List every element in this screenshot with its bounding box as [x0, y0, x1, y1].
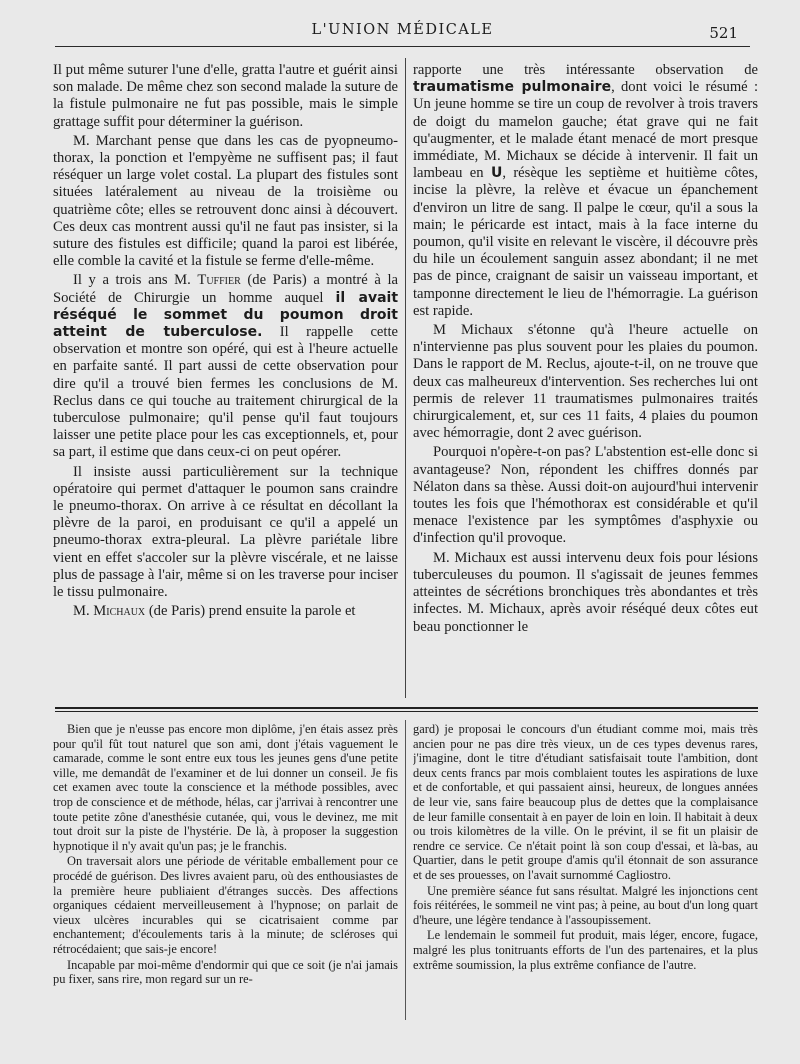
- feuilleton-separator: [55, 711, 758, 712]
- paragraph: [53, 272, 398, 461]
- text-run: (de Paris) a montré à la Société de Chirurgie un homme auquel: [53, 272, 398, 306]
- main-left-column: [53, 62, 398, 702]
- paragraph: Incapable par moi-même d'endormir qui que ce soit (je n'ai jamais pu fixer, sans rire, mon regard sur un re-: [53, 957, 398, 987]
- column-divider: [405, 58, 406, 698]
- feuilleton-right-column: [413, 722, 758, 1027]
- paragraph: [53, 603, 398, 620]
- header-rule: [55, 46, 750, 47]
- text-run: , résèque les septième et huitième côtes, incise la plèvre, la relève et évacue un épanchement d'environ un litre de sang. Il palpe le cœur, qu'il a sous la main; le péricarde est intact, mais à la face interne du poumon, qu'il visite en relevant le viscère, il découvre près du hile un écoulement sanguin assez abondant; il ne met pas de pince, craignant de saisir un vaisseau important, et tamponne directement le lieu de l'hémorragie. La guérison est rapide.: [413, 165, 758, 319]
- paragraph: M. Michaux est aussi intervenu deux fois pour lésions tuberculeuses du poumon. Il s'agissait de jeunes femmes atteintes de sécrétions bronchiques très abondantes et très infectes. M. Michaux, après avoir réséqué deux côtes eut beau ponctionner le: [413, 549, 758, 635]
- paragraph: M. Marchant pense que dans les cas de pyopneumo-thorax, la ponction et l'empyème ne suffisent pas; il faut réséquer un large volet costal. La plupart des fistules sont situées latéralement au niveau de la troisième ou quatrième côte; elles se retrouvent donc ainsi à découvert. Ces deux cas montrent aussi qu'il ne faut pas insister, si la suture des fistules est difficile; quand la paroi est libérée, elle comble la cavité et la fistule se ferme d'elle-même.: [53, 132, 398, 270]
- paragraph: [413, 62, 758, 320]
- column-divider: [405, 720, 406, 1020]
- bold-text: traumatisme pulmonaire: [413, 79, 612, 96]
- paragraph: Bien que je n'eusse pas encore mon diplôme, j'en étais assez près pour qu'il fût tout naturel que son ami, dont j'étais vaguement le camarade, comme le sont entre eux tous les jeunes gens d'une petite ville, me demandât de l'examiner et de lui donner un conseil. Je fis cet examen avec toute la conscience et la méthode possibles, avec trop de conscience et de méthode, hélas, car j'arrivai à rencontrer une toute petite zône d'anesthésie cutanée, qui, vous le devinez, me mit tout droit sur la piste de l'hystérie. De là, à proposer la suggestion hypnotique il n'y avait qu'un pas; je le franchis.: [53, 722, 398, 853]
- text-run: Il rappelle cette observation et montre son opéré, qui est à l'heure actuelle en parfaite santé. Il part aussi de cette observation pour dire qu'il a trouvé bien fermes les conclusions de M. Reclus dans ce qui touche au traitement chirurgical de la tuberculose pulmonaire; qu'il pense qu'il faut toujours laisser une petite place pour les cas exceptionnels, et, pour sa part, il estime que dans ceux-ci on peut opérer.: [53, 324, 398, 461]
- u-shape-symbol: U: [490, 165, 503, 182]
- paragraph: Pourquoi n'opère-t-on pas? L'abstention est-elle donc si avantageuse? Non, répondent les chiffres donnés par Nélaton dans sa thèse. Aussi doit-on aujourd'hui intervenir toutes les fois que l'hémothorax est considérable et qu'il menace l'existence par les symptômes d'asphyxie ou d'infection qu'il provoque.: [413, 444, 758, 547]
- page-header: [55, 22, 750, 42]
- paragraph: Il put même suturer l'une d'elle, gratta l'autre et guérit ainsi son malade. De même chez son second malade la suture de la fistule pulmonaire ne fut pas possible, mais le simple grattage suffit pour déterminer la guérison.: [53, 62, 398, 130]
- paragraph: M Michaux s'étonne qu'à l'heure actuelle on n'intervienne pas plus souvent pour les plaies du poumon. Dans le rapport de M. Reclus, ajoute-t-il, on ne trouve que deux cas malheureux d'intervention. Ses recherches lui ont permis de relever 11 traumatismes pulmonaires traités chirurgicalement, et, sur ces 11 faits, 4 plaies du poumon avec hémorragie, dont 2 avec guérison.: [413, 322, 758, 442]
- person-name: Michaux: [93, 603, 146, 620]
- text-run: , dont voici le résumé : Un jeune homme se tire un coup de revolver à trois travers de doigt du mamelon gauche; état grave qui ne fait qu'augmenter, et le malade étant menacé de mort presque immédiate, M. Michaux se décide à intervenir. Il fait un lambeau en: [413, 79, 758, 182]
- feuilleton-left-column: [53, 722, 398, 1027]
- text-run: Il y a trois ans M.: [73, 272, 191, 289]
- paragraph: On traversait alors une période de véritable emballement pour ce procédé de guérison. Des livres avaient paru, où des enthousiastes de la première heure publiaient d'étranges succès. Des affections organiques cédaient merveilleusement à l'hypnose; on parlait de vieux ulcères incurables qui se cicatrisaient comme par enchantement; d'écoulements taris à la minute; de scléroses qui rétrocédaient; que sais-je encore!: [53, 854, 398, 956]
- text-run: M.: [73, 603, 90, 620]
- paragraph: gard) je proposai le concours d'un étudiant comme moi, mais très ancien pour ne pas dire très vieux, un de ces types devenus rares, j'imagine, dont le titre d'étudiant satisfaisait toute l'ambition, dont deux cents francs par mois comblaient toutes les aspirations de luxe et de confortable, et qui passaient ainsi, heureux, de longues années de leur vie, sans faire beaucoup plus de dettes que la complaisance de leur famille consentait à en payer de loin en loin. Il habitait à deux ou trois kilomètres de la ville. On le prévint, il se fit un plaisir de rendre ce service. Ce n'était point là son coup d'essai, et là-bas, au Quartier, dans le petit groupe d'amis qu'il étonnait de son assurance et de ses prouesses, on l'avait surnommé Cagliostro.: [413, 722, 758, 882]
- person-name: Tuffier: [197, 272, 241, 289]
- page-number: 521: [709, 24, 738, 42]
- bold-text: il avait réséqué le sommet du poumon droit atteint de tuberculose.: [53, 289, 398, 341]
- paragraph: Une première séance fut sans résultat. Malgré les injonctions cent fois réitérées, le sommeil ne vint pas; à peine, au bout d'un long quart d'heure, une légère tendance à l'assoupissement.: [413, 883, 758, 927]
- paragraph: Le lendemain le sommeil fut produit, mais léger, encore, fugace, malgré les plus tonitruants efforts de l'un des partenaires, et la plus extrême soumission, la plus extrême confiance de l'autre.: [413, 928, 758, 972]
- text-run: (de Paris) prend ensuite la parole et: [148, 603, 356, 620]
- text-run: rapporte une très intéressante observation de: [413, 62, 758, 78]
- main-right-column: [413, 62, 758, 702]
- running-title: L'UNION MÉDICALE: [311, 22, 494, 38]
- paragraph: Il insiste aussi particulièrement sur la technique opératoire qui permet d'attaquer le poumon sans craindre le pneumo-thorax. On arrive à ce résultat en décollant la plèvre de la paroi, en produisant ce qu'il a appelé un pneumo-thorax extra-pleural. La plèvre pariétale libre vient en effet s'accoler sur la plèvre viscérale, et ne laisse plus de passage à l'air, même si on les traverse pour inciser le tissu pulmonaire.: [53, 463, 398, 601]
- feuilleton-separator: [55, 707, 758, 709]
